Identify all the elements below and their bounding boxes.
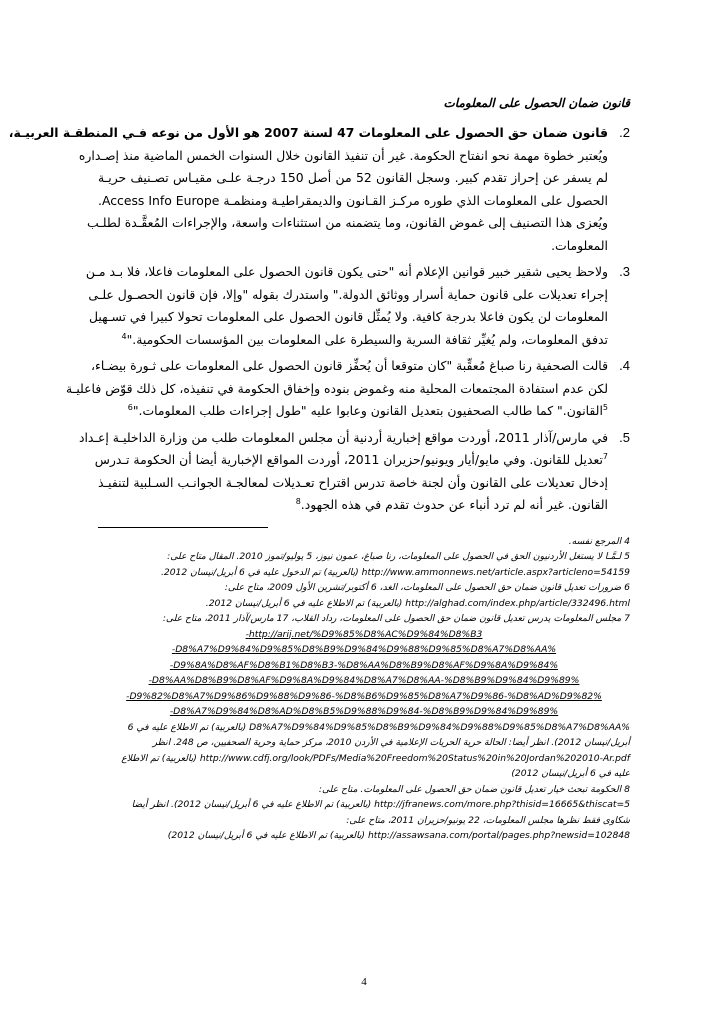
footnote-ref[interactable]: 6 [127, 402, 133, 412]
footnote-line: أبريل/نيسان 2012). انظر أيضا: الحالة حرية الحريات الإعلامية في الأردن 2010، مركز حماية وحرية الصحفيين، ص 248. انظر [152, 737, 630, 748]
footnote-url[interactable]: http://arij.net/%D9%85%D8%AC%D9%84%D8%B3- [245, 628, 483, 640]
paragraph-number: 2. [619, 125, 630, 140]
paragraph-line: لكن عدم استفادة المجتمعات المحلية منه وغموض بنوده وإخفاق الحكومة في تنفيذه، كل ذلك قوّض فاعليـة [66, 380, 608, 396]
paragraph-line: ويُعتبر خطوة مهمة نحو انفتاح الحكومة. غير أن تنفيذ القانون خلال السنوات الخمس الماضية منذ إصـداره [78, 147, 608, 163]
footnote-ref[interactable]: 5 [602, 402, 608, 412]
paragraph-line: إجراء تعديلات على قانون حماية أسرار ووثائق الدولة." واستدرك بقوله "وإلا، فإن قانون الحصـول علـى [88, 286, 608, 302]
footnote-link-line[interactable]: http://www.cdfj.org/look/PDFs/Media%20Freedom%20Status%20in%20Jordan%202010-Ar.pdf (بالعربية) تم الاطلاع [121, 752, 630, 764]
line-text: تعديل للقانون. وفي مايو/أيار ويونيو/حزيران 2011، أوردت المواقع الإخبارية أيضا أن الحكومة تـدرس [94, 452, 603, 467]
paragraph-number: 3. [619, 264, 630, 279]
paragraph-line [98, 400, 608, 423]
footnote-link-line[interactable]: http://alghad.com/index.php/article/332496.html (بالعربية) تم الاطلاع عليه في 6 أبريل/نيسان 2012. [205, 597, 630, 609]
paragraph-line [98, 494, 608, 517]
paragraph-number: 5. [619, 429, 630, 445]
footnotes [98, 534, 630, 844]
paragraph-line: في مارس/آذار 2011، أوردت مواقع إخبارية أردنية أن مجلس المعلومات طلب من وزارة الداخليـة إعـداد [78, 429, 608, 445]
footnote-line: 7 مجلس المعلومات يدرس تعديل قانون ضمان حق الحصول على المعلومات، رداد القلاب، 17 مارس/آذار 2011، متاح على: [162, 613, 630, 624]
paragraph-line: قانون ضمان حق الحصول على المعلومات 47 لسنة 2007 هو الأول من نوعه فـي المنطقـة العربيـة، [8, 125, 608, 140]
footnote-url[interactable]: %D9%8A%D8%AF%D8%B1%D8%B3-%D8%AA%D8%B9%D8%AF%D9%8A%D9%84- [169, 659, 559, 671]
footnote-line: شكاوى فقط نظرها مجلس المعلومات، 22 يونيو/حزيران 2011، متاح على: [346, 814, 630, 826]
footnote-link-line[interactable]: %D8%A7%D9%84%D9%85%D8%B9%D9%84%D9%88%D9%85%D8%A7%D8%AA (بالعربية) تم الاطلاع عليه في 6 [127, 721, 630, 733]
paragraph-line: المعلومات. [551, 237, 608, 253]
paragraph-3 [85, 261, 630, 351]
paragraph-line: الحصول على المعلومات الذي طوره مركـز القـانون والديمقراطيـة ومنظمـة Access Info Europe. [98, 192, 608, 208]
line-text: تدفق المعلومات، ولم يُغيِّر ثقافة السرية والسيطرة على المعلومات بين المؤسسات الحكومية." [126, 331, 608, 347]
footnote-ref[interactable]: 4 [121, 331, 127, 341]
footnote-url[interactable]: %D8%AA%D8%B9%D8%AF%D9%8A%D9%84%D8%A7%D8%AA-%D8%B9%D9%84%D9%89- [148, 675, 580, 686]
footnote-link-line[interactable]: http://jfranews.com/more.php?thisid=16665&thiscat=5 (بالعربية) تم الاطلاع عليه في 6 أبريل/نيسان 2012). انظر أيضا [131, 799, 630, 810]
paragraph-line: قالت الصحفية رنا صباغ مُعقِّبة "كان متوقعا أن يُحفِّز قانون الحصول على المعلومات على ثـورة بيضـاء، [91, 358, 608, 373]
paragraph-line: إدخال تعديلات على القانون وأن لجنة خاصة تدرس اقتراح تعـديلات لمعالجـة الجوانـب السـلبية لتنفيـذ [98, 474, 608, 490]
footnote-line: 6 ضرورات تعديل قانون ضمان حق الحصول على المعلومات، الغد، 6 أكتوبر/تشرين الأول 2009، متاح على: [224, 582, 630, 593]
paragraph-2 [8, 122, 630, 257]
paragraph-line: ويُعزى هذا التصنيف إلى غموض القانون، وما يتضمنه من استثناءات واسعة، والإجراءات المُعقَّـدة لطلـب [87, 215, 608, 230]
footnote-url[interactable]: %D9%82%D8%A7%D9%86%D9%88%D9%86-%D8%B6%D9%85%D8%A7%D9%86-%D8%AD%D9%82- [126, 690, 602, 702]
paragraph-line: المعلومات لن يكون فاعلا بدرجة كافية. ولا يُمثِّل قانون الحصول على المعلومات تحولا كبيرا في تسـهيل [88, 309, 608, 324]
footnote-link-line[interactable]: http://www.ammonnews.net/article.aspx?articleno=54159 (بالعربية) تم الدخول عليه في 6 أبريل/نيسان 2012. [160, 566, 630, 578]
footnote-ref[interactable]: 7 [602, 451, 608, 461]
line-text: القانون. غير أنه لم ترد أنباء عن حدوث تقدم في هذه الجهود. [300, 497, 608, 512]
footnote-ref[interactable]: 8 [295, 496, 301, 506]
paragraph-line: لم يسفر عن إحراز تقدم كبير. وسجل القانون 52 من أصل 150 درجـة علـى مقيـاس تصـنيف حريـة [98, 170, 608, 185]
footnote-url[interactable]: %D8%A7%D9%84%D8%AD%D8%B5%D9%88%D9%84-%D8%B9%D9%84%D9%89- [169, 706, 559, 717]
footnote-link-line[interactable]: http://assawsana.com/portal/pages.php?newsid=102848 (بالعربية) تم الاطلاع عليه في 6 أبريل/نيسان 2012) [167, 830, 630, 841]
paragraph-5 [78, 427, 630, 517]
paragraph-line [94, 449, 608, 472]
footnote-separator [98, 527, 268, 528]
section-heading: قانون ضمان الحصول على المعلومات [443, 96, 630, 110]
footnote-line: 4 المرجع نفسه. [568, 535, 630, 547]
line-text: القانون." كما طالب الصحفيون بتعديل القانون وعابوا عليه "طول إجراءات طلب المعلومات." [132, 403, 603, 418]
paragraph-number: 4. [619, 358, 630, 373]
footnote-line: عليه في 6 أبريل/نيسان 2012) [511, 768, 630, 779]
paragraph-line [98, 329, 608, 352]
footnote-url[interactable]: %D8%A7%D9%84%D9%85%D8%B9%D9%84%D9%88%D9%85%D8%A7%D8%AA- [171, 644, 557, 655]
paragraph-line: ولاحظ يحيى شقير خبير قوانين الإعلام أنه "حتى يكون قانون الحصول على المعلومات فاعلا، فلا بـد مـن [85, 264, 608, 279]
paragraph-4 [66, 355, 630, 423]
footnote-line: 8 الحكومة تبحث خيار تعديل قانون ضمان حق الحصول على المعلومات. متاح على: [318, 783, 630, 795]
footnote-line: 5 لـمَّـا لا يستغل الأردنيون الحق في الحصول على المعلومات، رنا صباغ، عمون نيوز، 5 يوليو/تموز 2010. المقال متاح على: [167, 551, 630, 562]
page-number: 4 [361, 976, 367, 988]
